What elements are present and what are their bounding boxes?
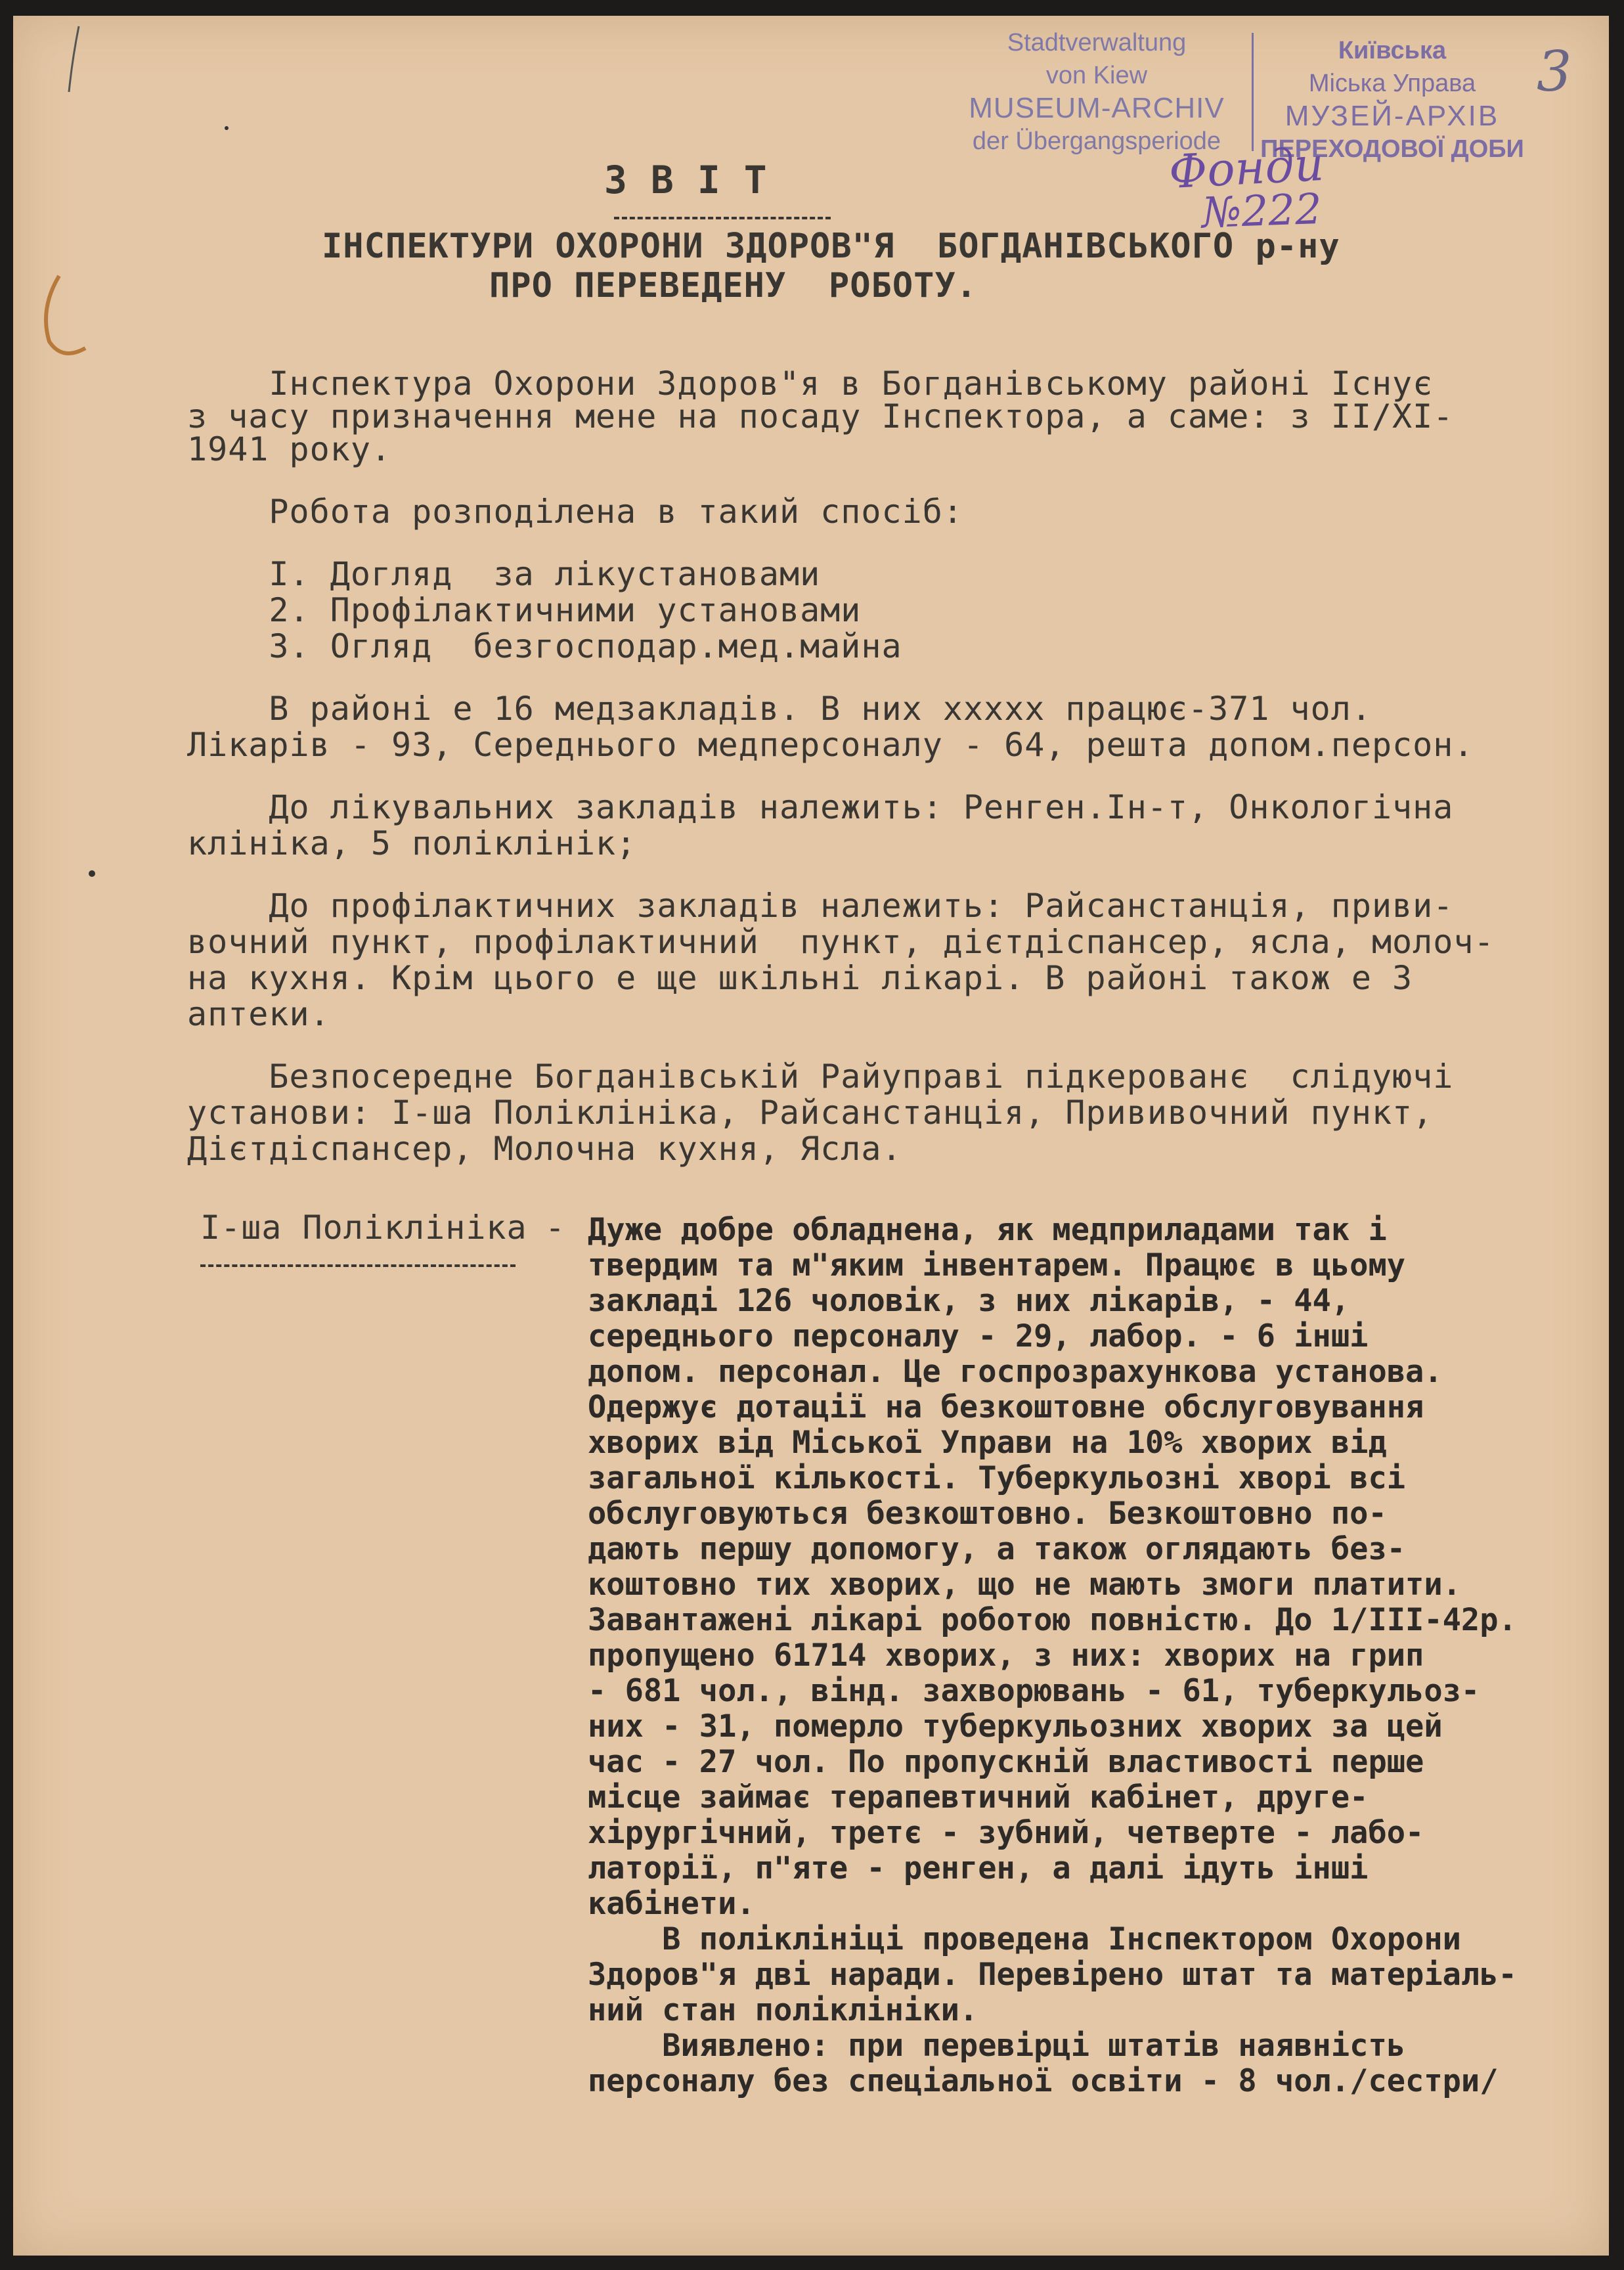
prophylactic-line: вочний пункт, профілактичний пункт, дієтдіспансер, ясла, молоч- xyxy=(187,923,1495,961)
section-line: персоналу без спеціальної освіти - 8 чол./сестри/ xyxy=(588,2063,1499,2099)
section-line: Дуже добре обладнена, як медприладами так і xyxy=(588,1212,1387,1248)
section-line: середнього персоналу - 29, лабор. - 6 інші xyxy=(588,1318,1369,1354)
work-item: 2. Профілактичними установами xyxy=(187,591,862,629)
intro-line: Інспектура Охорони Здоров"я в Богданівському районі Існує xyxy=(187,365,1434,403)
section-line: - 681 чол., вінд. захворювань - 61, туберкульоз- xyxy=(588,1673,1480,1709)
section-label: І-ша Поліклініка xyxy=(200,1209,527,1247)
stamp-line: ПЕРЕХОДОВОЇ ДОБИ xyxy=(1260,135,1524,163)
stamp-line: von Kiew xyxy=(1045,62,1148,89)
subordinate-line: установи: І-ша Поліклініка, Райсанстанція, Прививочний пункт, xyxy=(187,1094,1434,1132)
title-underline xyxy=(614,217,831,219)
fond-label: Фонди xyxy=(1168,137,1325,200)
stamp-line: MUSEUM-ARCHIV xyxy=(969,92,1225,124)
section-dash: - xyxy=(545,1209,566,1247)
section-line: місце займає терапевтичний кабінет, друге- xyxy=(588,1779,1369,1815)
intro-line: з часу призначення мене на посаду Інспектора, а саме: з ІІ/ХІ- xyxy=(187,397,1454,435)
section-label-underline xyxy=(200,1264,516,1267)
section-line: Одержує дотації на безкоштовне обслуговування xyxy=(588,1389,1424,1425)
section-line: загальної кількості. Туберкульозні хворі всі xyxy=(588,1460,1406,1496)
subtitle-line-1: ІНСПЕКТУРИ ОХОРОНИ ЗДОРОВ"Я БОГДАНІВСЬКОГО р-ну xyxy=(322,227,1340,266)
section-line: коштовно тих хворих, що не мають змоги платити. xyxy=(588,1567,1461,1603)
subtitle-line-2: ПРО ПЕРЕВЕДЕНУ РОБОТУ. xyxy=(489,266,978,305)
section-line: хворих від Міської Управи на 10% хворих від xyxy=(588,1425,1387,1461)
section-line: пропущено 61714 хворих, з них: хворих на грип xyxy=(588,1637,1424,1674)
intro-line: 1941 року. xyxy=(187,430,392,468)
section-line: В поліклініці проведена Інспектором Охорони xyxy=(588,1921,1461,1957)
section-line: допом. персонал. Це госпрозрахункова установа. xyxy=(588,1354,1443,1390)
section-line: кабінети. xyxy=(588,1886,755,1922)
stamp-line: Stadtverwaltung xyxy=(1007,29,1187,56)
section-line: ний стан поліклініки. xyxy=(588,1992,978,2028)
section-line: обслуговуються безкоштовно. Безкоштовно по- xyxy=(588,1496,1387,1532)
prophylactic-line: на кухня. Крім цього е ще шкільні лікарі. В районі також е 3 xyxy=(187,959,1413,997)
section-line: Виявлено: при перевірці штатів наявність xyxy=(588,2028,1406,2064)
work-item: І. Догляд за лікустановами xyxy=(187,555,821,593)
subordinate-line: Дієтдіспансер, Молочна кухня, Ясла. xyxy=(187,1130,902,1168)
stamp-line: Міська Управа xyxy=(1308,70,1476,97)
section-line: час - 27 чол. По пропускній властивості перше xyxy=(588,1744,1424,1780)
section-line: хірургічний, третє - зубний, четверте - лабо- xyxy=(588,1815,1424,1851)
stamp-line: МУЗЕЙ-АРХІВ xyxy=(1284,100,1500,132)
section-line: твердим та м"яким інвентарем. Працює в цьому xyxy=(588,1247,1406,1283)
archive-stamp-german xyxy=(946,26,1248,158)
stamp-line: der Übergangsperiode xyxy=(972,127,1221,155)
prophylactic-line: До профілактичних закладів належить: Райсанстанція, приви- xyxy=(187,887,1454,925)
staff-line: Лікарів - 93, Середнього медперсоналу - 64, решта допом.персон. xyxy=(187,726,1474,764)
treatment-line: клініка, 5 поліклінік; xyxy=(187,824,637,862)
work-split-line: Робота розподілена в такий спосіб: xyxy=(187,493,963,531)
treatment-line: До лікувальних закладів належить: Ренген.Ін-т, Онкологічна xyxy=(187,788,1454,826)
section-line: закладі 126 чоловік, з них лікарів, - 44, xyxy=(588,1283,1350,1319)
section-line: дають першу допомогу, а також оглядають без- xyxy=(588,1531,1406,1567)
section-line: Здоров"я дві наради. Перевірено штат та матеріаль- xyxy=(588,1957,1517,1993)
prophylactic-line: аптеки. xyxy=(187,995,330,1033)
section-line: них - 31, померло туберкульозних хворих за цей xyxy=(588,1708,1443,1745)
fond-number: №222 xyxy=(1200,185,1323,238)
work-item: 3. Огляд безгосподар.мед.майна xyxy=(187,627,902,665)
section-line: латорії, п"яте - ренген, а далі ідуть інші xyxy=(588,1850,1369,1886)
section-line: Завантажені лікарі роботою повністю. До 1/ІІІ-42р. xyxy=(588,1602,1517,1638)
staff-line: В районі е 16 медзакладів. В них ххххх працює-371 чол. xyxy=(187,690,1372,728)
page-number: 3 xyxy=(1537,39,1572,104)
document-title: ЗВІТ xyxy=(604,158,791,202)
stamp-line: Київська xyxy=(1338,37,1447,64)
subordinate-line: Безпосередне Богданівській Райуправі підкерованє слідуючі xyxy=(187,1057,1454,1096)
